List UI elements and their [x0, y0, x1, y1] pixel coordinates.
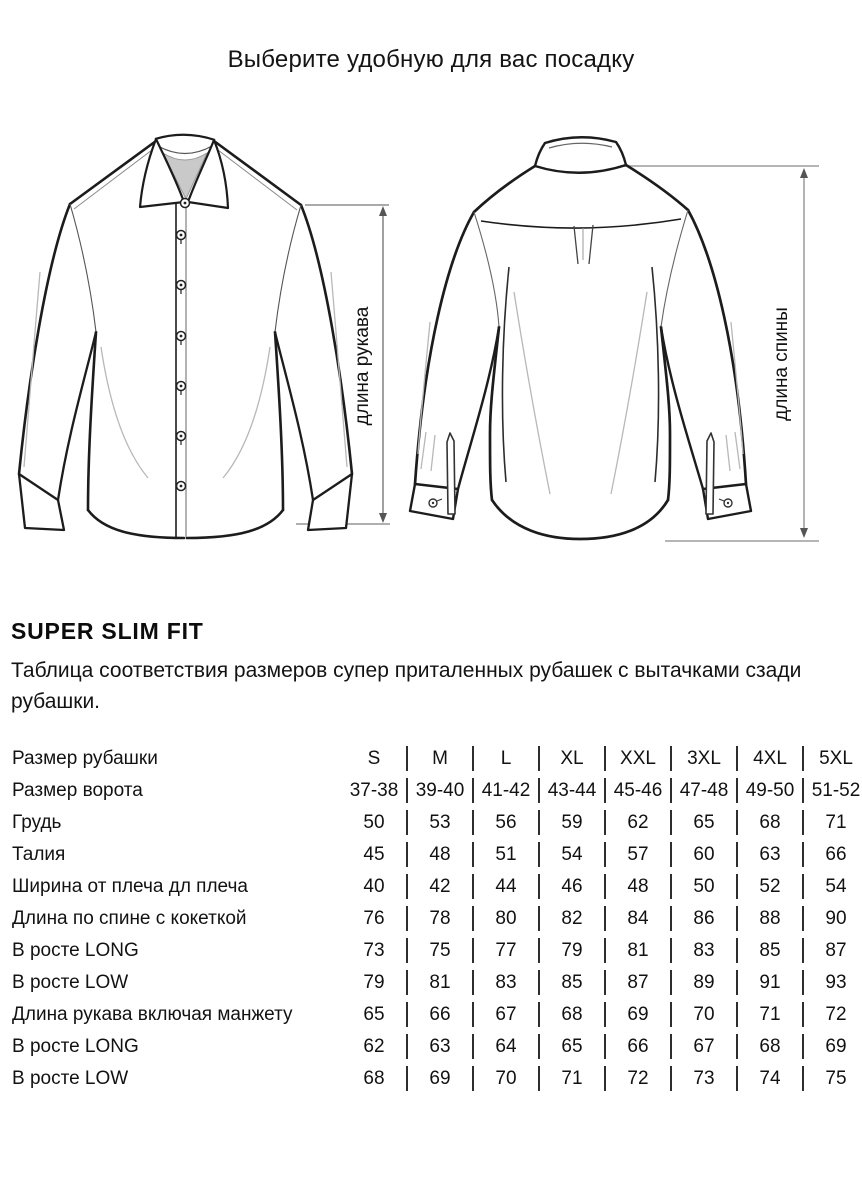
size-cell: 75	[406, 938, 472, 963]
size-cell: 66	[406, 1002, 472, 1027]
size-cell: 57	[604, 842, 670, 867]
size-cell: 69	[604, 1002, 670, 1027]
size-cell: 41-42	[472, 778, 538, 803]
size-cell: 62	[604, 810, 670, 835]
table-row	[12, 746, 862, 771]
size-cell: 67	[472, 1002, 538, 1027]
size-cell: 78	[406, 906, 472, 931]
size-cell: 88	[736, 906, 802, 931]
size-cell: 52	[736, 874, 802, 899]
size-cell: 66	[604, 1034, 670, 1059]
sleeve-length-label: длина рукава	[352, 306, 373, 426]
table-row	[12, 1002, 862, 1027]
fit-description: Таблица соответствия размеров супер приталенных рубашек с вытачками сзади рубашки.	[11, 659, 802, 713]
size-cell: 65	[538, 1034, 604, 1059]
row-label: Длина по спине с кокеткой	[12, 907, 247, 929]
size-cell: 45	[363, 843, 385, 865]
size-cell: 87	[604, 970, 670, 995]
size-cell: 86	[670, 906, 736, 931]
row-label: Ширина от плеча дл плеча	[12, 875, 248, 897]
size-cell: 62	[363, 1035, 385, 1057]
size-cell: 63	[406, 1034, 472, 1059]
size-table	[12, 739, 862, 1098]
size-cell: 72	[604, 1066, 670, 1091]
size-cell: M	[406, 746, 472, 771]
size-cell: 89	[670, 970, 736, 995]
sleeve-length-arrow	[352, 206, 387, 523]
size-cell: 75	[802, 1066, 862, 1091]
table-row	[12, 1066, 862, 1091]
size-cell: S	[367, 747, 381, 769]
size-cell: 65	[670, 810, 736, 835]
size-cell: 69	[802, 1034, 862, 1059]
table-row	[12, 906, 862, 931]
size-cell: 68	[736, 1034, 802, 1059]
size-cell: 40	[363, 875, 385, 897]
size-cell: 54	[538, 842, 604, 867]
size-cell: 43-44	[538, 778, 604, 803]
size-cell: 83	[472, 970, 538, 995]
table-row	[12, 778, 862, 803]
size-cell: L	[472, 746, 538, 771]
size-cell: 46	[538, 874, 604, 899]
row-label: Талия	[12, 843, 66, 865]
size-cell: 68	[736, 810, 802, 835]
size-cell: 66	[802, 842, 862, 867]
row-label: Размер рубашки	[12, 747, 158, 769]
size-cell: 42	[406, 874, 472, 899]
size-cell: 54	[802, 874, 862, 899]
table-row	[12, 1034, 862, 1059]
table-row	[12, 970, 862, 995]
row-label: В росте LOW	[12, 1067, 129, 1089]
row-label: Длина рукава включая манжету	[12, 1003, 293, 1025]
table-row	[12, 842, 862, 867]
size-cell: 71	[802, 810, 862, 835]
size-cell: 81	[406, 970, 472, 995]
size-cell: 70	[670, 1002, 736, 1027]
size-cell: 67	[670, 1034, 736, 1059]
size-cell: 65	[363, 1003, 385, 1025]
size-cell: 76	[363, 907, 385, 929]
back-length-arrow	[771, 168, 808, 538]
shirt-back-drawing	[402, 122, 862, 572]
row-label: В росте LOW	[12, 971, 129, 993]
size-cell: 63	[736, 842, 802, 867]
size-cell: 73	[363, 939, 385, 961]
size-cell: 3XL	[670, 746, 736, 771]
size-cell: 56	[472, 810, 538, 835]
size-cell: 70	[472, 1066, 538, 1091]
size-cell: 44	[472, 874, 538, 899]
size-cell: 74	[736, 1066, 802, 1091]
table-row	[12, 810, 862, 835]
size-cell: 37-38	[349, 779, 399, 801]
shirt-front-drawing	[8, 122, 400, 567]
size-cell: 77	[472, 938, 538, 963]
row-label: Размер ворота	[12, 779, 143, 801]
size-cell: 68	[538, 1002, 604, 1027]
size-cell: 69	[406, 1066, 472, 1091]
size-cell: 71	[736, 1002, 802, 1027]
back-length-label: длина спины	[771, 307, 792, 421]
row-label: В росте LONG	[12, 939, 139, 961]
size-cell: 47-48	[670, 778, 736, 803]
front-buttons	[177, 199, 190, 491]
size-cell: 73	[670, 1066, 736, 1091]
size-cell: 60	[670, 842, 736, 867]
page-title: Выберите удобную для вас посадку	[227, 46, 635, 73]
size-cell: 59	[538, 810, 604, 835]
size-cell: 48	[604, 874, 670, 899]
size-cell: 93	[802, 970, 862, 995]
size-cell: 91	[736, 970, 802, 995]
size-cell: 53	[406, 810, 472, 835]
size-cell: 4XL	[736, 746, 802, 771]
size-cell: 50	[670, 874, 736, 899]
size-cell: 85	[538, 970, 604, 995]
size-cell: 82	[538, 906, 604, 931]
size-cell: 68	[363, 1067, 385, 1089]
size-cell: 90	[802, 906, 862, 931]
table-row	[12, 938, 862, 963]
size-cell: 49-50	[736, 778, 802, 803]
size-cell: 50	[363, 811, 385, 833]
size-cell: 45-46	[604, 778, 670, 803]
size-cell: 72	[802, 1002, 862, 1027]
row-label: Грудь	[12, 811, 62, 833]
size-cell: 83	[670, 938, 736, 963]
size-cell: 48	[406, 842, 472, 867]
size-cell: 39-40	[406, 778, 472, 803]
fit-heading: SUPER SLIM FIT	[11, 618, 204, 644]
size-cell: 51	[472, 842, 538, 867]
size-cell: XL	[538, 746, 604, 771]
size-cell: 79	[363, 971, 385, 993]
size-cell: 81	[604, 938, 670, 963]
size-cell: 80	[472, 906, 538, 931]
size-cell: 64	[472, 1034, 538, 1059]
size-cell: 87	[802, 938, 862, 963]
size-cell: 79	[538, 938, 604, 963]
table-row	[12, 874, 862, 899]
size-cell: 5XL	[802, 746, 862, 771]
size-cell: 85	[736, 938, 802, 963]
size-cell: 71	[538, 1066, 604, 1091]
size-cell: 84	[604, 906, 670, 931]
size-cell: XXL	[604, 746, 670, 771]
shirt-front-figure	[8, 122, 400, 567]
size-cell: 51-52	[802, 778, 862, 803]
row-label: В росте LONG	[12, 1035, 139, 1057]
shirt-back-figure	[402, 122, 862, 572]
